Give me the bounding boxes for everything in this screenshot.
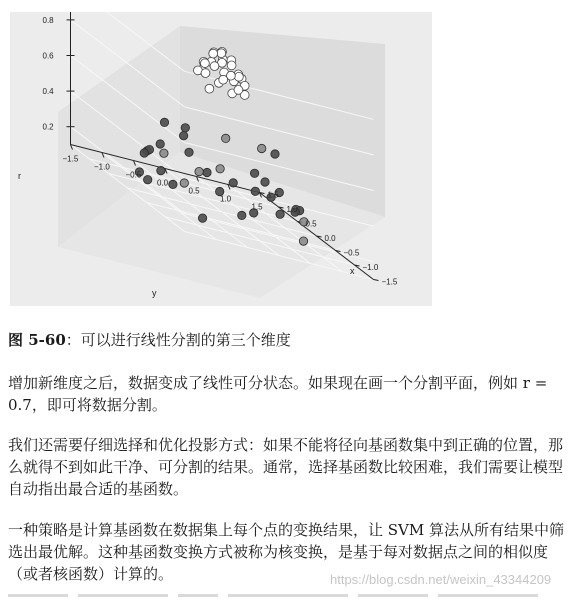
- inner-data-point: [227, 61, 236, 70]
- next-line-fragment: [8, 594, 548, 601]
- z-tick-label: 0.4: [42, 87, 54, 97]
- outer-data-point: [299, 237, 307, 245]
- inner-data-point: [205, 84, 214, 93]
- outer-data-point: [144, 176, 152, 184]
- x-tick-label: −0.5: [343, 248, 360, 258]
- outer-data-point: [229, 179, 237, 187]
- y-tick-label: −1.0: [94, 162, 110, 172]
- inner-data-point: [210, 62, 219, 71]
- outer-data-point: [156, 140, 164, 148]
- outer-data-point: [195, 167, 203, 175]
- y-tick-label: 0.0: [157, 178, 169, 188]
- outer-data-point: [179, 132, 187, 140]
- y-tick-label: −1.5: [62, 154, 79, 164]
- scatter-plot-svg: [10, 12, 432, 306]
- outer-data-point: [276, 210, 284, 218]
- paragraph-3: 一种策略是计算基函数在数据集上每个点的变换结果，让 SVM 算法从所有结果中筛选出最优解。这种基函数变换方式被称为核变换，是基于每对数据点之间的相似度（或者核函数）计算的。: [8, 521, 565, 583]
- paragraph-1: 增加新维度之后，数据变成了线性可分状态。如果现在画一个分割平面，例如 r = 0.7，即可将数据分割。: [8, 374, 548, 414]
- x-tick-label: 0.0: [324, 234, 336, 243]
- figure-3d-scatter: [10, 12, 432, 306]
- z-axis-label: r: [18, 171, 21, 181]
- y-tick-label: 1.0: [220, 194, 232, 204]
- outer-data-point: [180, 179, 188, 187]
- x-tick-label: 0.5: [305, 219, 317, 229]
- x-tick-label: −1.5: [381, 277, 398, 287]
- inner-data-point: [209, 49, 218, 58]
- x-tick-label: −1.0: [362, 263, 379, 272]
- outer-data-point: [203, 168, 211, 176]
- watermark: https://blog.csdn.net/weixin_43344209: [330, 572, 552, 587]
- outer-data-point: [271, 150, 279, 158]
- x-tick-label: 1.5: [267, 190, 279, 200]
- caption-label: 图 5-60: [8, 331, 66, 349]
- z-tick-label: 0.8: [42, 15, 54, 25]
- figure-caption: [8, 330, 291, 350]
- outer-data-point: [251, 187, 259, 195]
- outer-data-point: [140, 149, 148, 157]
- inner-data-point: [219, 75, 228, 84]
- y-tick-label: 1.5: [251, 202, 263, 212]
- y-axis-label: y: [152, 288, 157, 298]
- z-tick-label: 0.6: [42, 51, 54, 61]
- inner-data-point: [234, 86, 243, 95]
- caption-text: ：可以进行线性分割的第三个维度: [65, 331, 291, 349]
- outer-data-point: [238, 211, 246, 219]
- outer-data-point: [185, 148, 193, 156]
- inner-data-point: [201, 59, 210, 68]
- outer-data-point: [261, 178, 269, 186]
- y-tick-label: −0.5: [125, 170, 142, 180]
- paragraph-2: 我们还需要仔细选择和优化投影方式：如果不能将径向基函数集中到正确的位置，那么就得不到如此干净、可分割的结果。通常，选择基函数比较困难，我们需要让模型自动指出最合适的基函数。: [8, 436, 564, 498]
- z-tick-label: 0.2: [42, 122, 54, 132]
- outer-data-point: [222, 134, 230, 142]
- outer-data-point: [250, 169, 258, 177]
- outer-data-point: [157, 166, 165, 174]
- outer-data-point: [169, 180, 177, 188]
- outer-data-point: [216, 165, 224, 173]
- x-axis-label: x: [350, 266, 355, 276]
- outer-data-point: [258, 144, 266, 152]
- inner-data-point: [217, 49, 226, 58]
- inner-data-point: [201, 69, 210, 78]
- x-tick-label: 1.0: [286, 205, 298, 214]
- outer-data-point: [160, 118, 168, 126]
- outer-data-point: [181, 124, 189, 132]
- inner-data-point: [235, 72, 244, 81]
- outer-data-point: [160, 149, 168, 157]
- outer-data-point: [198, 214, 206, 222]
- y-tick-label: 0.5: [188, 186, 200, 196]
